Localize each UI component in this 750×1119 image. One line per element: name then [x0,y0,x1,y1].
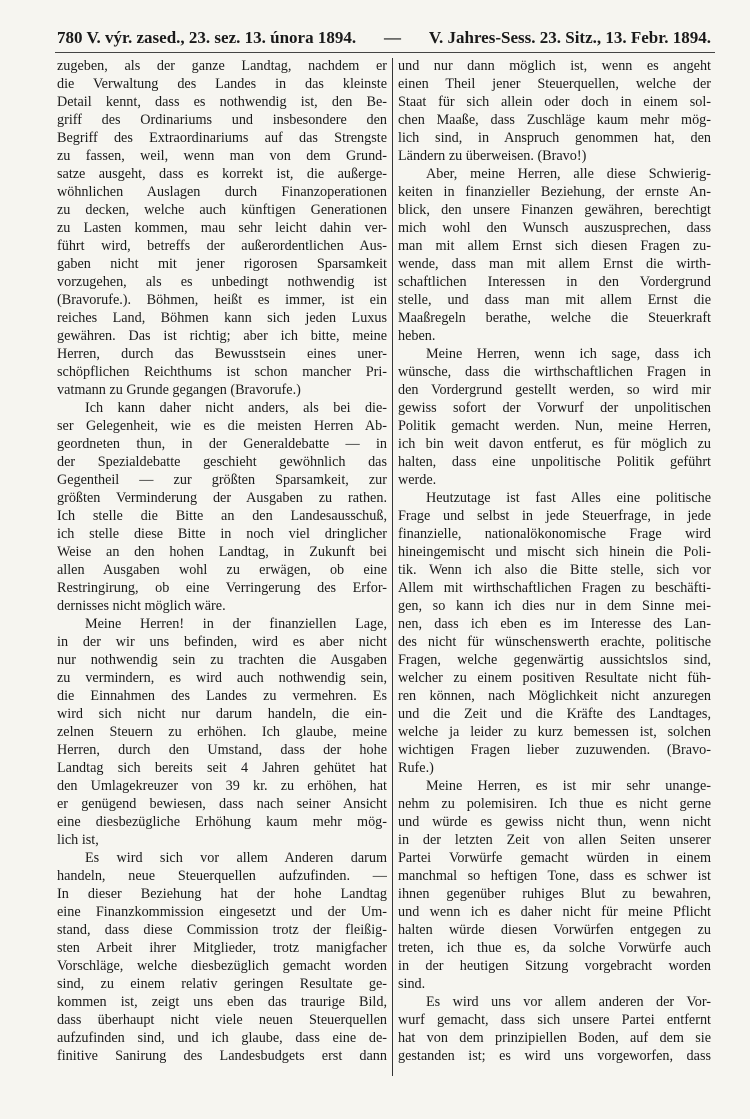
text-line: Es wird uns vor allem anderen der Vor- [426,994,711,1010]
text-line: gen, so kann ich dies nur in dem Sinne mei- [398,598,711,614]
paragraph [398,345,711,489]
text-line: man mit allem Ernst sich diesen Fragen zu- [398,238,711,254]
page-header [57,28,711,50]
paragraph [57,399,387,615]
text-line: sten Arbeit ihrer Mitglieder, trotz manigfacher [57,940,387,956]
header-dash: — [384,28,401,47]
text-line: finitive Sanirung des Landesbudgets erst dann [57,1048,387,1064]
text-line: wöhnlichen Auslagen durch Finanzoperationen [57,184,387,200]
text-line: heben. [398,328,436,344]
text-line: Maaßregeln berathe, welche die Steuerkraft [398,310,711,326]
text-line: größten Verminderung der Ausgaben zu rathen. [57,490,387,506]
text-line: treten, ich thue es, da solche Vorwürfe auch [398,940,711,956]
text-line: sind. [398,976,426,992]
text-line: halten würde diesen Vorwürfen entgegen zu [398,922,711,938]
text-line: Herren, durch den Umstand, dass der hohe [57,742,387,758]
text-line: ser Gelegenheit, wie es die meisten Herren Ab- [57,418,387,434]
text-line: Frage und selbst in jede Steuerfrage, in jede [398,508,711,524]
text-line: Landtag sich bereits seit 4 Jahren gehütet hat [57,760,387,776]
text-line: wende, dass man mit allem Ernst die wirth- [398,256,711,272]
text-line: wichtigen Fragen lieber zuzuwenden. (Bravo- [398,742,711,758]
text-line: zu vermindern, es wird auch nothwendig sein, [57,670,387,686]
text-line: die Verwaltung des Landes in das kleinste [57,76,387,92]
text-line: Herren, durch das Bewusstsein eines uner- [57,346,387,362]
text-line: in der letzten Zeit von allen Seiten unserer [398,832,711,848]
text-line: und würde es gewiss nicht thun, wenn nicht [398,814,711,830]
text-line: in der wir uns befinden, wird es aber nicht [57,634,387,650]
column-divider [392,58,393,1076]
text-line: lich sind, in Anspruch genommen hat, den [398,130,711,146]
text-line: führt wird, betreffs der außerordentlichen Aus- [57,238,387,254]
text-line: dass überhaupt nicht viele neuen Steuerquellen [57,1012,387,1028]
text-line: vorzugehen, als es unbedingt nothwendig ist [57,274,387,290]
paragraph [398,993,711,1065]
text-line: halten, dass eine unpolitische Politik geführt [398,454,711,470]
text-line: Meine Herren! in der finanziellen Lage, [85,616,387,632]
text-line: der Spezialdebatte geschieht gewöhnlich das [57,454,387,470]
paragraph [398,489,711,777]
paragraph [57,615,387,849]
text-line: ihnen gegenüber ruhiges Blut zu bewahren, [398,886,711,902]
text-line: den Vordergrund gestellt werden, so wird mir [398,382,711,398]
text-line: Aber, meine Herren, alle diese Schwierig- [426,166,711,182]
text-line: und nur dann möglich ist, wenn es angeht [398,58,711,74]
text-line: chen Maaße, dass Zuschläge kaum mehr mög- [398,112,711,128]
text-line: mich wohl den Wunsch auszusprechen, dass [398,220,711,236]
text-line: reiches Land, Böhmen kann sich jeden Luxus [57,310,387,326]
text-line: zu decken, welche auch künftigen Generationen [57,202,387,218]
text-line: Staat für sich allein oder doch in einem sol- [398,94,711,110]
text-line: sind, zu einem relativ geringen Resultate ge- [57,976,387,992]
text-line: (Bravorufe.). Böhmen, heißt es immer, ist ein [57,292,387,308]
text-line: Meine Herren, wenn ich sage, dass ich [426,346,711,362]
text-line: zugeben, als der ganze Landtag, nachdem er [57,58,387,74]
text-line: zelnen Steuern zu erhöhen. Ich glaube, meine [57,724,387,740]
text-line: Ich kann daher nicht anders, als bei die- [85,400,387,416]
text-line: und wenn ich es daher nicht für meine Pflicht [398,904,711,920]
text-line: manchmal so heftigen Tone, dass es schwer ist [398,868,711,884]
text-line: gewähren. Das ist richtig; aber ich bitte, meine [57,328,387,344]
text-line: die Einnahmen des Landes zu vermehren. Es [57,688,387,704]
text-line: in der heutigen Sitzung vorgebracht worden [398,958,711,974]
text-line: aufzufinden sind, und ich glaube, dass eine de- [57,1030,387,1046]
text-line: eine Finanzkommission eingesetzt und der Um- [57,904,387,920]
paragraph [57,849,387,1065]
text-line: In dieser Beziehung hat der hohe Landtag [57,886,387,902]
text-line: satze ausgeht, dass es korrekt ist, die außerge- [57,166,387,182]
text-line: Ländern zu überweisen. (Bravo!) [398,148,587,164]
text-line: Politik gemacht werden. Nun, meine Herren, [398,418,711,434]
text-line: gewiss sofort der Vorwurf der unpolitischen [398,400,711,416]
text-line: werde. [398,472,437,488]
text-line: gestanden ist; es wird uns vorgeworfen, dass [398,1048,711,1064]
text-line: stelle, und dass man mit allem Ernst die [398,292,711,308]
text-line: ren können, nach Möglichkeit nicht anzuregen [398,688,711,704]
paragraph [398,165,711,345]
text-line: gaben nicht mit jener rigorosen Sparsamkeit [57,256,387,272]
text-line: schöpflichen Reichthums ist schon mancher Pri- [57,364,387,380]
text-line: handeln, neue Steuerquellen aufzufinden. — [57,868,387,884]
text-line: nen, dass ich eben es im Interesse des Lan- [398,616,711,632]
paragraph [398,777,711,993]
text-line: einen Theil jener Steuerquellen, welche der [398,76,711,92]
text-line: er genügend bewiesen, dass nach seiner Ansicht [57,796,387,812]
paragraph [57,57,387,399]
text-line: Detail kennt, dass es nothwendig ist, den Be- [57,94,387,110]
text-line: stand, dass diese Commission trotz der fleißig- [57,922,387,938]
text-line: lich ist, [57,832,99,848]
text-line: nehm zu polemisiren. Ich thue es nicht gerne [398,796,711,812]
text-line: des nicht für wünschenswerth erachte, politische [398,634,711,650]
text-line: griff des Ordinariums und insbesondere den [57,112,387,128]
text-line: eine diesbezügliche Erhöhung kaum mehr mög- [57,814,387,830]
left-column [57,57,387,1065]
text-line: Begriff des Extraordinariums auf das Strengste [57,130,387,146]
header-german: V. Jahres-Sess. 23. Sitz., 13. Febr. 1894. [428,28,711,47]
right-column [398,57,711,1065]
text-line: Es wird sich vor allem Anderen darum [85,850,387,866]
text-line: welche ja leider zu kurz bemessen ist, solchen [398,724,711,740]
text-line: hineingemischt und mischt sich hinein die Poli- [398,544,711,560]
text-line: blick, den unsere Finanzen gewähren, berechtigt [398,202,711,218]
text-line: den Umlagekreuzer von 39 kr. zu erhöhen, hat [57,778,387,794]
header-rule [55,52,715,53]
text-line: Ich stelle die Bitte an den Landesausschuß, [57,508,387,524]
text-line: vatmann zu Grunde gegangen (Bravorufe.) [57,382,301,398]
text-line: zu fassen, weil, wenn man von dem Grund- [57,148,387,164]
text-line: hat von dem prinzipiellen Boden, auf dem sie [398,1030,711,1046]
text-line: und die Zeit und die Kräfte des Landtages, [398,706,711,722]
text-line: dernisses nicht möglich wäre. [57,598,226,614]
text-line: kommen ist, zeigt uns eben das traurige Bild, [57,994,387,1010]
text-line: Fragen, welche gegenwärtig aussichtslos sind, [398,652,711,668]
text-line: ich stelle diese Bitte in noch viel dringlicher [57,526,387,542]
text-line: keiten in finanzieller Beziehung, der ernste An- [398,184,711,200]
text-line: Allem mit wirthschaftlichen Fragen zu beschäfti- [398,580,711,596]
text-line: tik. Wenn ich also die Bitte stelle, sich vor [398,562,711,578]
text-line: nur nothwendig sein zu trachten die Ausgaben [57,652,387,668]
paragraph [398,57,711,165]
text-line: zu Lasten kommen, mau sehr leicht dahin ver- [57,220,387,236]
text-line: Meine Herren, es ist mir sehr unange- [426,778,711,794]
header-czech: 780 V. výr. zased., 23. sez. 13. února 1894. [57,28,357,47]
text-line: geordneten thun, in der Generaldebatte — in [57,436,387,452]
text-line: Weise an den hohen Landtag, in Zukunft bei [57,544,387,560]
text-line: welcher zu einem positiven Resultate nicht füh- [398,670,711,686]
text-line: allen Ausgaben wohl zu erwägen, ob eine [57,562,387,578]
text-line: Rufe.) [398,760,434,776]
text-line: wurf gemacht, dass sich unsere Partei entfernt [398,1012,711,1028]
text-line: wird sich nicht nur darum handeln, die ein- [57,706,387,722]
text-line: wünsche, dass die wirthschaftlichen Fragen in [398,364,711,380]
text-line: Heutzutage ist fast Alles eine politische [426,490,711,506]
text-line: Vorschläge, welche diesbezüglich gemacht worden [57,958,387,974]
text-line: schaftlichen Interessen in den Vordergrund [398,274,711,290]
text-line: Partei Vorwürfe gemacht würden in einem [398,850,711,866]
text-line: finanzielle, nationalökonomische Frage wird [398,526,711,542]
text-line: Restringirung, ob eine Verringerung des Erfor- [57,580,387,596]
text-line: ich bin weit davon entferut, es für möglich zu [398,436,711,452]
text-line: Gegentheil — zur größten Sparsamkeit, zur [57,472,387,488]
